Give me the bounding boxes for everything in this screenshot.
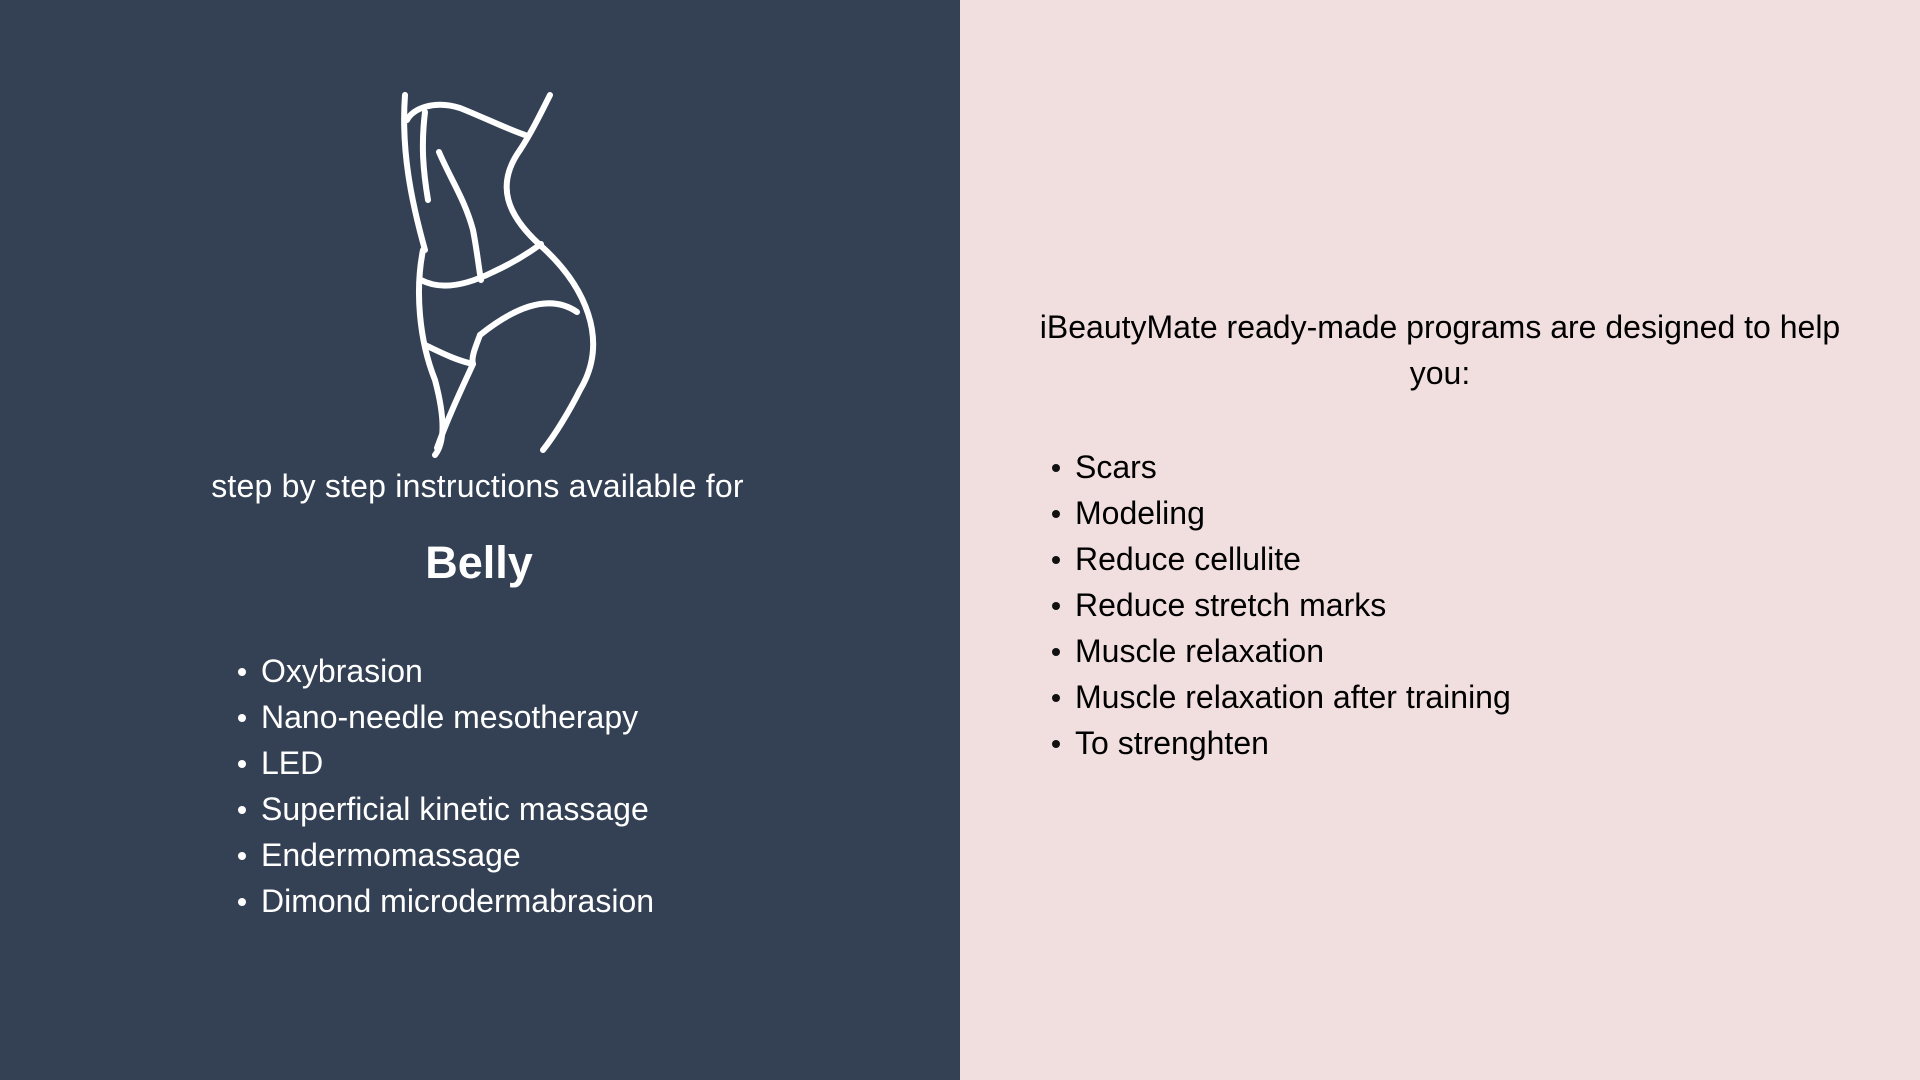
list-item: [1049, 490, 1511, 536]
list-item: [235, 740, 654, 786]
list-item: [1049, 628, 1511, 674]
list-item: [1049, 720, 1511, 766]
list-item: [235, 694, 654, 740]
bullet-icon: [1052, 556, 1060, 564]
bullet-icon: [238, 898, 246, 906]
bullet-icon: [1052, 510, 1060, 518]
area-title: Belly: [425, 537, 533, 588]
benefit-label: Reduce stretch marks: [1075, 587, 1387, 623]
benefit-label: Reduce cellulite: [1075, 541, 1301, 577]
intro-text: step by step instructions available for: [211, 468, 744, 504]
list-item: [235, 878, 654, 924]
bullet-icon: [1052, 740, 1060, 748]
benefit-label: Modeling: [1075, 495, 1205, 531]
benefit-label: Muscle relaxation after training: [1075, 679, 1511, 715]
bullet-icon: [238, 714, 246, 722]
treatment-label: Oxybrasion: [261, 653, 423, 689]
programs-heading: iBeautyMate ready-made programs are designed to help you:: [1039, 309, 1841, 391]
list-item: [235, 786, 654, 832]
benefit-label: To strenghten: [1075, 725, 1269, 761]
bullet-icon: [1052, 602, 1060, 610]
list-item: [235, 648, 654, 694]
list-item: [1049, 582, 1511, 628]
bullet-icon: [238, 668, 246, 676]
benefit-list: [1049, 444, 1511, 766]
treatment-list: [235, 648, 654, 924]
treatment-label: LED: [261, 745, 324, 781]
bullet-icon: [1052, 694, 1060, 702]
bullet-icon: [238, 806, 246, 814]
benefit-label: Scars: [1075, 449, 1157, 485]
benefit-label: Muscle relaxation: [1075, 633, 1324, 669]
treatment-label: Nano-needle mesotherapy: [261, 699, 639, 735]
treatment-label: Endermomassage: [261, 837, 521, 873]
list-item: [235, 832, 654, 878]
list-item: [1049, 674, 1511, 720]
treatment-label: Superficial kinetic massage: [261, 791, 649, 827]
treatment-label: Dimond microdermabrasion: [261, 883, 655, 919]
bullet-icon: [238, 852, 246, 860]
bullet-icon: [1052, 464, 1060, 472]
bullet-icon: [1052, 648, 1060, 656]
list-item: [1049, 444, 1511, 490]
female-torso-line-icon: [395, 90, 625, 460]
list-item: [1049, 536, 1511, 582]
bullet-icon: [238, 760, 246, 768]
